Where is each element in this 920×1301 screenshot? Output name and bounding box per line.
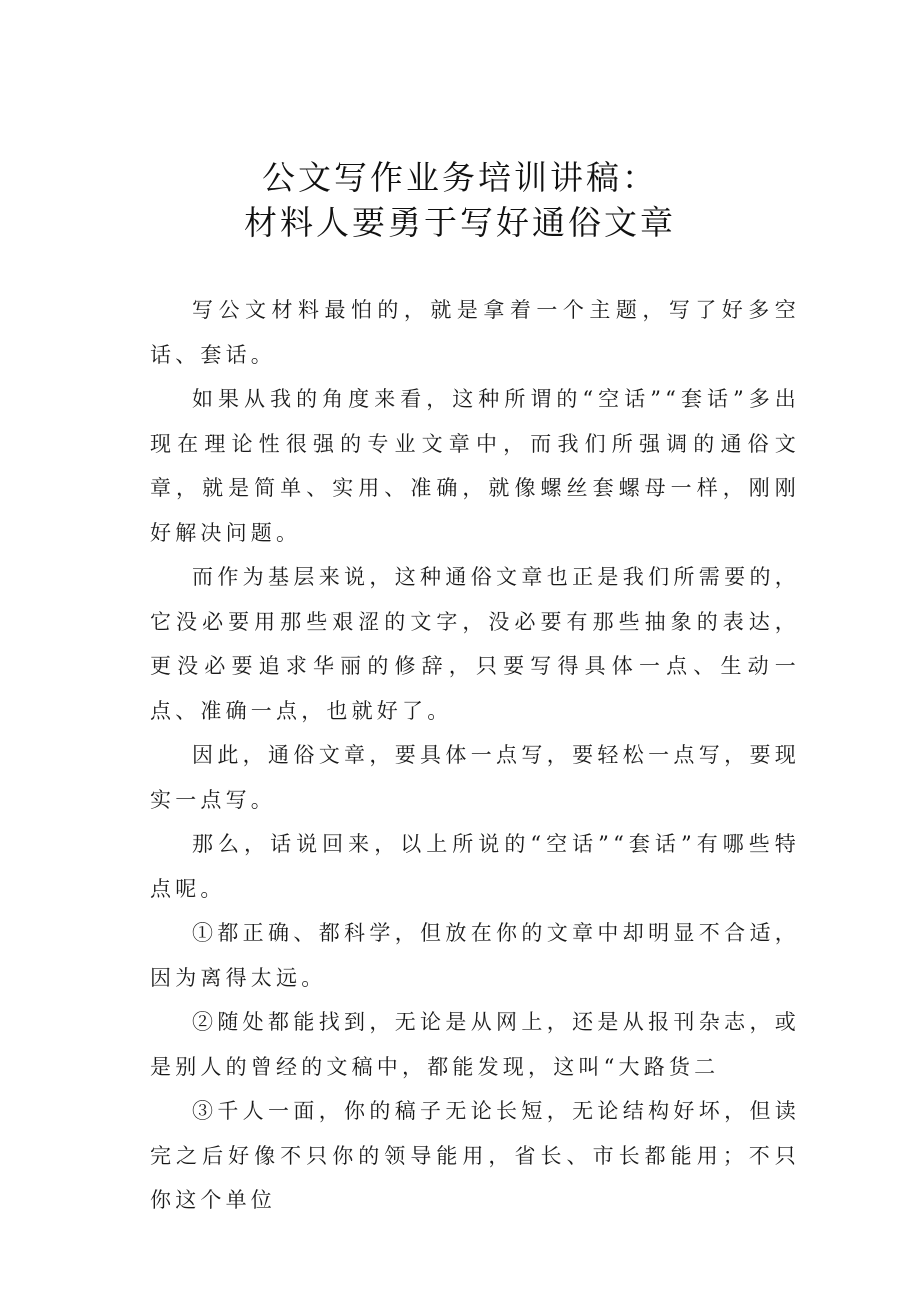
- title-line-1: 公文写作业务培训讲稿：: [262, 158, 658, 197]
- title-line-2: 材料人要勇于写好通俗文章: [244, 203, 676, 242]
- paragraph-7: ②随处都能找到，无论是从网上，还是从报刊杂志，或是别人的曾经的文稿中，都能发现，这叫“大路货二: [150, 1010, 800, 1079]
- paragraph-8: ③千人一面，你的稿子无论长短，无论结构好坏，但读完之后好像不只你的领导能用，省长、市长都能用；不只你这个单位: [150, 1099, 800, 1212]
- paragraph-6: ①都正确、都科学，但放在你的文章中却明显不合适，因为离得太远。: [150, 921, 800, 990]
- paragraph-5: 那么，话说回来，以上所说的“空话”“套话”有哪些特点呢。: [150, 832, 800, 901]
- paragraph-1: 写公文材料最怕的，就是拿着一个主题，写了好多空话、套话。: [150, 298, 800, 367]
- paragraph-4: 因此，通俗文章，要具体一点写，要轻松一点写，要现实一点写。: [150, 743, 800, 812]
- document-body: [150, 288, 800, 1223]
- paragraph-3: 而作为基层来说，这种通俗文章也正是我们所需要的，它没必要用那些艰涩的文字，没必要有那些抽象的表达，更没必要追求华丽的修辞，只要写得具体一点、生动一点、准确一点，也就好了。: [150, 565, 800, 723]
- paragraph-2: 如果从我的角度来看，这种所谓的“空话”“套话”多出现在理论性很强的专业文章中，而我们所强调的通俗文章，就是简单、实用、准确，就像螺丝套螺母一样，刚刚好解决问题。: [150, 387, 800, 545]
